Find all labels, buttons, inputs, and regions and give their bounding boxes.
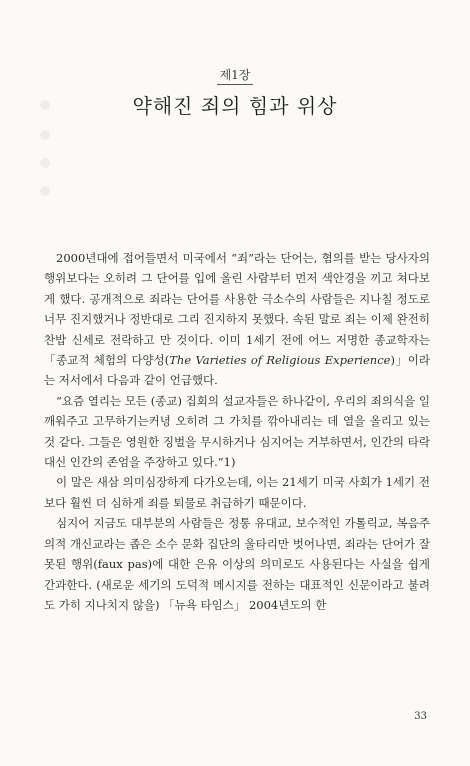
book-title-english: The Varieties of Religious Experience <box>169 353 391 368</box>
faint-mark <box>40 130 50 140</box>
paragraph-1-text: 2000년대에 접어들면서 미국에서 “죄”라는 단어는, 혐의를 받는 당사자의 행위보다는 오히려 그 단어를 입에 올린 사람부터 먼저 색안경을 끼고 쳐다보게 했다. 공개적으로 죄라는 단어를 사용한 극소수의 사람들은 지나칠 정도로 너무 진지했거나 정반대로 그리 진지하지 못했다. 속된 말로 죄는 이제 완전히 찬밥 신세로 전락하고 만 것이다. 이미 1세기 전에 어느 저명한 종교학자는 「종교적 체험의 다양성( <box>44 251 430 368</box>
faint-mark <box>40 186 50 196</box>
body-text <box>44 248 430 615</box>
paragraph-4: 심지어 지금도 대부분의 사람들은 정통 유대교, 보수적인 가톨릭교, 복음주의적 개신교라는 좁은 소수 문화 집단의 울타리만 벗어나면, 죄라는 단어가 잘못된 행위(faux pas)에 대한 은유 이상의 의미로도 사용된다는 사실을 쉽게 간과한다. (새로운 세기의 도덕적 메시지를 전하는 대표적인 신문이라고 불려도 가히 지나치지 않을) 「뉴욕 타임스」 2004년도의 한 <box>44 516 430 612</box>
paragraph-3: 이 말은 새삼 의미심장하게 다가오는데, 이는 21세기 미국 사회가 1세기 전보다 훨씬 더 심하게 죄를 퇴물로 취급하기 때문이다. <box>44 475 430 510</box>
paragraph-1-end: )」이라는 저서에서 다음과 같이 언급했다. <box>44 353 430 388</box>
chapter-divider <box>217 84 253 85</box>
page-number: 33 <box>414 711 427 722</box>
paragraph-2-quote: “요즘 열리는 모든 (종교) 집회의 설교자들은 하나같이, 우리의 죄의식을 일깨워주고 고무하기는커녕 오히려 그 가치를 깎아내리는 데 열을 올리고 있는 것 같다. 그들은 영원한 징벌을 무시하거나 심지어는 거부하면서, 인간의 타락 대신 인간의 존엄을 주장하고 있다.”1) <box>44 393 430 470</box>
faint-mark <box>40 158 50 168</box>
chapter-label: 제1장 <box>219 68 251 82</box>
paragraph-1 <box>44 248 430 391</box>
chapter-title: 약해진 죄의 힘과 위상 <box>132 94 338 118</box>
